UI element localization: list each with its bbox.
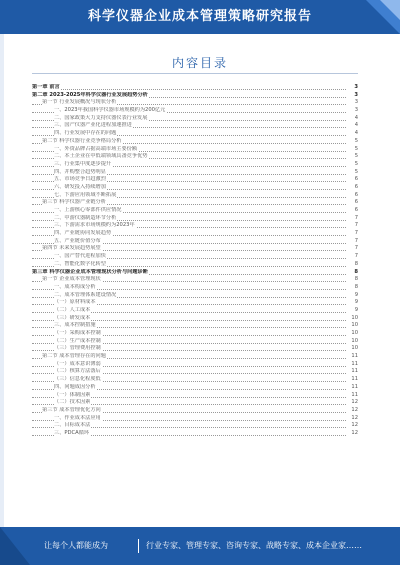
toc-entry-page: 3 [354,84,358,90]
toc-entry-text: 第四节 未来发展趋势展望 [42,245,101,252]
toc-entry-text: 二、本土企业在中低端领域具备竞争优势 [54,153,148,160]
toc-entry[interactable] [32,92,358,100]
toc-entry[interactable] [32,161,358,169]
footer-tagline: 行业专家、管理专家、咨询专家、战略专家、成本企业家…… [146,541,362,550]
toc-entry-page: 12 [351,399,358,406]
toc-entry-text: 二、国家政策大力支持仪器仪表行业发展 [54,114,148,121]
toc-entry-text: 一、上游核心零部件供应情况 [54,207,122,213]
toc-entry-text: 二、智能化数字化转型 [54,260,106,267]
toc-entry[interactable] [32,338,358,346]
toc-entry[interactable] [32,99,358,107]
toc-entry-text: 第二章 2023-2025年科学仪器行业发展趋势分析 [32,91,148,98]
toc-entry[interactable] [32,299,358,307]
footer-corner-decoration [0,527,30,565]
toc-entry[interactable] [32,84,358,92]
toc-entry[interactable] [32,238,358,246]
toc-entry-text: 三、下游需求市场规模约为2023年 [54,222,135,229]
toc-entry-page: 3 [354,107,358,114]
toc-entry[interactable] [32,384,358,392]
toc-entry-page: 8 [354,283,358,290]
toc-entry-text: （二）生产成本控制 [54,337,101,344]
toc-entry-text: 二、中游仪器制造环节分析 [54,214,117,221]
toc-entry[interactable] [32,292,358,300]
toc-entry[interactable] [32,368,358,376]
toc-entry-text: 四、行业发展中存在的问题 [54,130,117,137]
toc-entry-text: 三、行业集中度逐步提升 [54,160,112,167]
toc-entry-text: 四、并购整合趋势明显 [54,168,106,175]
header-bar [0,0,400,34]
footer-divider [138,539,139,553]
toc-entry-text: 二、目标成本法 [54,422,91,429]
toc-entry-page: 10 [351,330,358,336]
toc-entry-text: 第三节 科学仪器产业链分析 [42,199,106,206]
toc-entry[interactable] [32,269,358,277]
toc-entry-text: 二、成本管理体系建设情况 [54,291,117,298]
toc-entry[interactable] [32,399,358,407]
toc-entry-page: 7 [354,214,358,221]
toc-entry-page: 9 [354,299,358,306]
toc-entry[interactable] [32,330,358,338]
toc-entry[interactable] [32,215,358,223]
toc-divider [32,73,358,74]
toc-entry[interactable] [32,345,358,353]
left-accent-strip [0,34,4,527]
toc-entry[interactable] [32,199,358,207]
toc-entry[interactable] [32,430,358,438]
toc-entry-page: 7 [354,230,358,237]
toc-entry-text: 四、产业链协同发展趋势 [54,230,112,237]
toc-entry-page: 7 [354,237,358,244]
toc-entry-text: 一、2023年我国科学仪器市场规模约为200亿元 [54,107,166,114]
toc-entry-text: （一）原材料成本 [54,299,96,306]
toc-entry-page: 5 [354,145,358,152]
toc-entry[interactable] [32,307,358,315]
toc-entry[interactable] [32,115,358,123]
toc-entry-text: 三、国产仪器产业化进程加速推进 [54,122,132,129]
toc-entry[interactable] [32,138,358,146]
toc-entry-page: 11 [351,376,358,383]
header-corner-accent [380,0,400,20]
toc-entry-text: 第三章 科学仪器企业成本管理现状分析与问题诊断 [32,268,148,275]
toc-entry[interactable] [32,415,358,423]
toc-entry-page: 5 [354,137,358,144]
toc-entry-page: 8 [354,276,358,283]
toc-entry-page: 6 [354,199,358,206]
toc-entry-text: 一、国产替代进程加快 [54,253,106,260]
toc-entry-page: 11 [351,368,358,375]
toc-entry-page: 10 [351,322,358,329]
toc-entry-page: 12 [351,429,358,436]
toc-entry-page: 7 [354,253,358,260]
toc-entry[interactable] [32,169,358,177]
toc-entry-page: 11 [351,360,358,367]
toc-entry-page: 8 [354,268,358,275]
toc-entry-text: 第三节 成本管理优化方向 [42,406,101,413]
toc-entry-page: 5 [354,153,358,160]
toc-leader-dots [32,89,346,90]
toc-entry-text: 一、作业成本法应用 [54,414,101,421]
toc-entry-text: 第一节 行业发展概况与现状分析 [42,99,117,106]
toc-entry-page: 6 [354,207,358,213]
toc-entry-page: 7 [354,222,358,229]
toc-entry-page: 5 [354,160,358,167]
toc-entry[interactable] [32,407,358,415]
toc-entry-page: 12 [351,406,358,413]
toc-entry-page: 7 [354,245,358,252]
toc-entry-text: （一）体制因素 [54,391,91,398]
toc-entry[interactable] [32,376,358,384]
toc-entry-page: 6 [354,183,358,190]
toc-entry[interactable] [32,153,358,161]
toc-entry-page: 10 [351,314,358,321]
toc-entry-page: 12 [351,422,358,429]
toc-entry-text: 第一章 前言 [32,84,60,90]
toc-entry-text: （三）信息化程度低 [54,376,101,383]
toc-entry-page: 3 [354,91,358,98]
toc-entry-text: 五、市场竞争日趋激烈 [54,176,106,183]
footer-slogan: 让每个人都能成为 [44,541,108,550]
toc-entry[interactable] [32,422,358,430]
toc-entry[interactable] [32,261,358,269]
toc-entry[interactable] [32,222,358,230]
toc-entry-page: 10 [351,345,358,352]
toc-entry[interactable] [32,245,358,253]
toc-entry[interactable] [32,276,358,284]
toc-entry-text: 三、成本控制措施 [54,322,96,329]
toc-entry[interactable] [32,176,358,184]
toc-entry-text: 第二节 成本管理存在的问题 [42,353,106,360]
toc-entry[interactable] [32,207,358,215]
toc-entry-text: （三）管理费用控制 [54,345,101,352]
toc-entry[interactable] [32,253,358,261]
toc-entry[interactable] [32,353,358,361]
toc-entry-text: 第二节 科学仪器行业竞争格局分析 [42,137,122,144]
toc-entry-text: 一、外资品牌占据高端市场主要份额 [54,145,138,152]
toc-entry[interactable] [32,322,358,330]
toc-entry[interactable] [32,192,358,200]
toc-entry-text: 五、产业链价值分布 [54,237,101,244]
toc-entry-page: 6 [354,176,358,183]
toc-entry-page: 12 [351,414,358,421]
toc-entry[interactable] [32,392,358,400]
toc-entry-page: 8 [354,260,358,267]
toc-entry-page: 10 [351,337,358,344]
toc-entry-text: 一、成本构成分析 [54,283,96,290]
report-title: 科学仪器企业成本管理策略研究报告 [87,9,312,24]
toc-entry[interactable] [32,107,358,115]
toc-entry-text: 第一节 企业成本管理现状 [42,276,101,283]
toc-entry-page: 4 [354,122,358,129]
toc-entry-text: 三、PDCA循环 [54,429,90,436]
toc-entry-page: 3 [354,99,358,106]
toc-entry-page: 5 [354,168,358,175]
toc-entry-text: （二）技术因素 [54,399,91,406]
toc-entry-page: 11 [351,353,358,360]
table-of-contents [32,84,358,438]
toc-entry[interactable] [32,361,358,369]
toc-entry-page: 11 [351,391,358,398]
toc-entry-text: 七、下游应用领域不断拓展 [54,191,117,198]
footer-bar [0,527,400,565]
toc-entry-page: 11 [351,383,358,390]
toc-entry-text: 六、研发投入持续增加 [54,183,106,190]
toc-entry-page: 4 [354,130,358,137]
toc-entry[interactable] [32,146,358,154]
toc-entry-text: 四、问题成因分析 [54,383,96,390]
toc-entry-page: 9 [354,306,358,313]
toc-entry[interactable] [32,315,358,323]
toc-entry-text: （三）研发成本 [54,314,91,321]
toc-entry[interactable] [32,284,358,292]
toc-entry[interactable] [32,230,358,238]
toc-entry-page: 6 [354,191,358,198]
toc-title: 内容目录 [171,56,228,70]
toc-entry-text: （一）采购成本控制 [54,330,101,336]
toc-entry[interactable] [32,122,358,130]
toc-entry-text: （二）核算方法落后 [54,368,101,375]
toc-entry-page: 4 [354,114,358,121]
toc-entry-text: （一）成本意识薄弱 [54,360,101,367]
toc-entry[interactable] [32,130,358,138]
toc-entry-page: 9 [354,291,358,298]
toc-entry-text: （二）人工成本 [54,306,91,313]
toc-entry[interactable] [32,184,358,192]
